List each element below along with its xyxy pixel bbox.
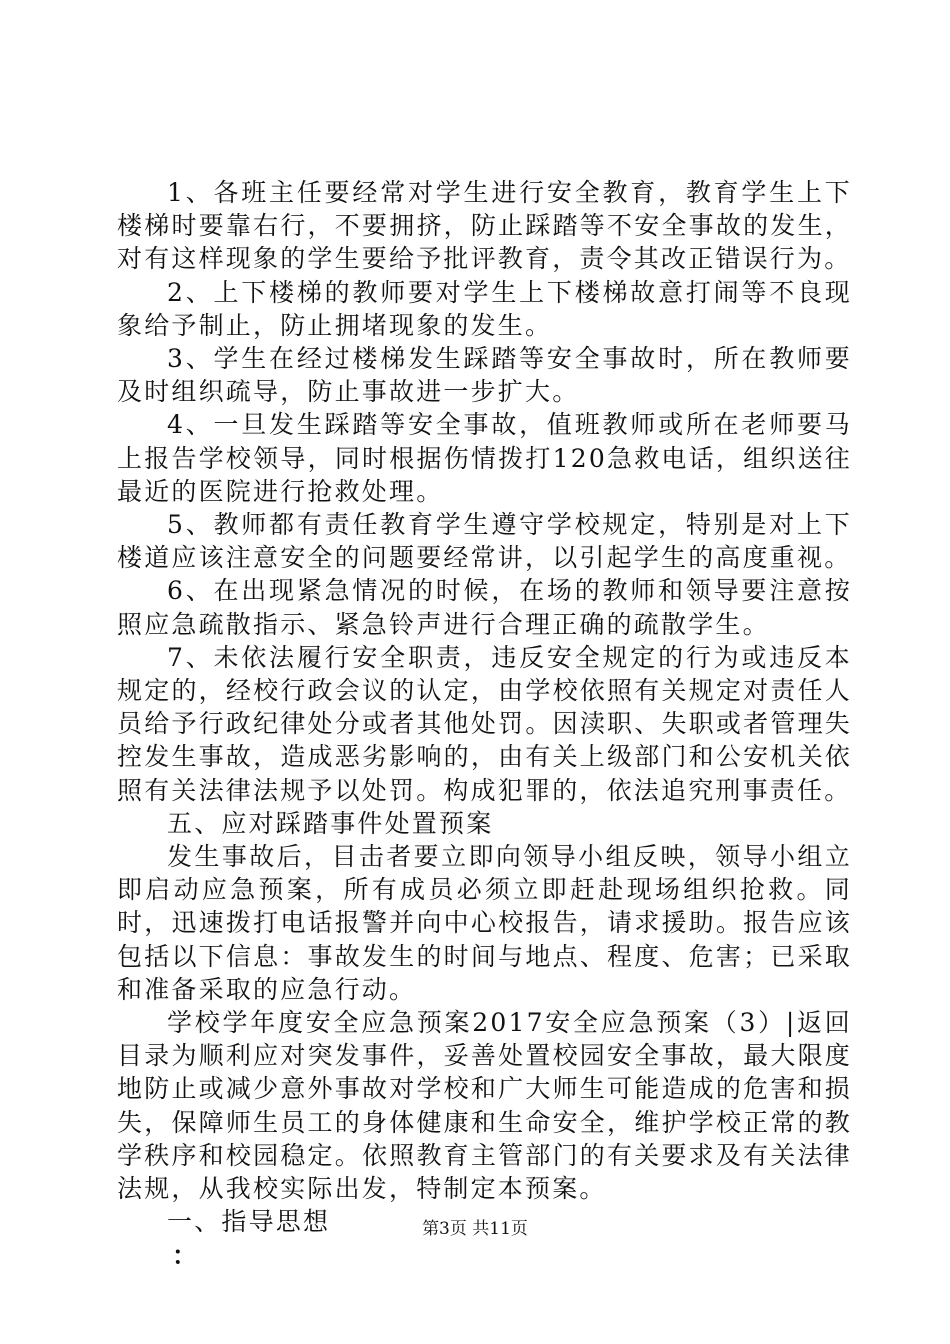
- paragraph-1: 1、各班主任要经常对学生进行安全教育，教育学生上下楼梯时要靠右行，不要拥挤，防止踩踏等不安全事故的发生，对有这样现象的学生要给予批评教育，责令其改正错误行为。: [117, 178, 852, 274]
- paragraph-7: 7、未依法履行安全职责，违反安全规定的行为或违反本规定的，经校行政会议的认定，由学校依照有关规定对责任人员给予行政纪律处分或者其他处罚。因渎职、失职或者管理失控发生事故，造成恶劣影响的，由有关上级部门和公安机关依照有关法律法规予以处罚。构成犯罪的，依法追究刑事责任。: [117, 642, 852, 805]
- paragraph-2: 2、上下楼梯的教师要对学生上下楼梯故意打闹等不良现象给予制止，防止拥堵现象的发生。: [117, 277, 852, 340]
- section-heading-5: 五、应对踩踏事件处置预案: [167, 808, 494, 838]
- paragraph-5: 5、教师都有责任教育学生遵守学校规定，特别是对上下楼道应该注意安全的问题要经常讲，以引起学生的高度重视。: [117, 510, 852, 573]
- paragraph-4: 4、一旦发生踩踏等安全事故，值班教师或所在老师要马上报告学校领导，同时根据伤情拨打120急救电话，组织送往最近的医院进行抢救处理。: [117, 410, 852, 506]
- paragraph-6: 6、在出现紧急情况的时候，在场的教师和领导要注意按照应急疏散指示、紧急铃声进行合理正确的疏散学生。: [117, 576, 852, 639]
- paragraph-3: 3、学生在经过楼梯发生踩踏等安全事故时，所在教师要及时组织疏导，防止事故进一步扩大。: [117, 344, 852, 407]
- section-heading-1: 一、指导思想: [167, 1207, 331, 1237]
- page-footer: 第3页 共11页: [422, 1219, 528, 1239]
- document-body: [117, 176, 852, 1272]
- trailing-colon: ：: [172, 1240, 200, 1270]
- paragraph-incident-response: 发生事故后，目击者要立即向领导小组反映，领导小组立即启动应急预案，所有成员必须立即赶赴现场组织抢救。同时，迅速拨打电话报警并向中心校报告，请求援助。报告应该包括以下信息：事故发生的时间与地点、程度、危害；已采取和准备采取的应急行动。: [117, 842, 852, 1004]
- paragraph-preface: 学校学年度安全应急预案2017安全应急预案（3）|返回目录为顺利应对突发事件，妥善处置校园安全事故，最大限度地防止或减少意外事故对学校和广大师生可能造成的危害和损失，保障师生员工的身体健康和生命安全，维护学校正常的教学秩序和校园稳定。依照教育主管部门的有关要求及有关法律法规，从我校实际出发，特制定本预案。: [117, 1008, 852, 1204]
